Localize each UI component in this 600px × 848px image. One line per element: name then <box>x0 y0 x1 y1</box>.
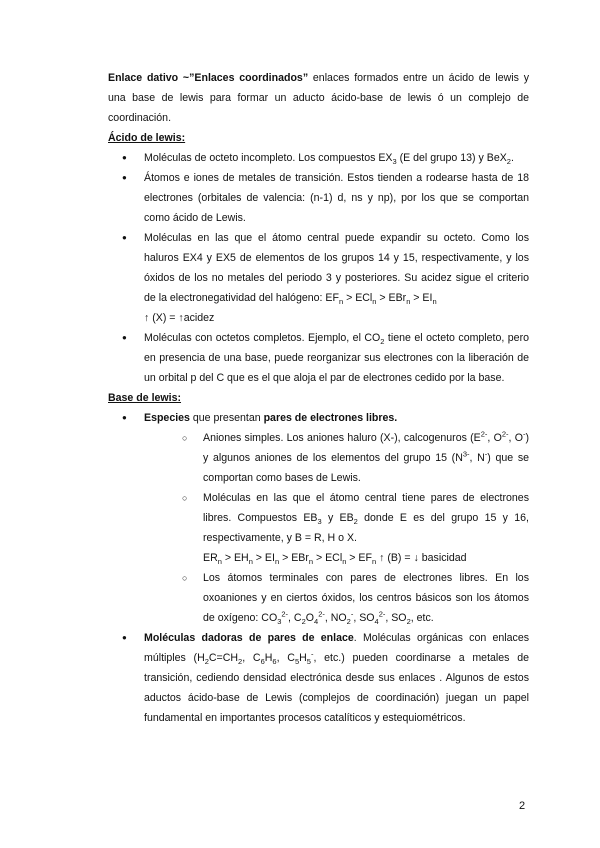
acid-item-2: ● Átomos e iones de metales de transición. Estos tienden a rodearse hasta de 18 electrones (orbitales de valencia: (n-1) d, ns y np), por los que se comportan como ácido de Lewis. <box>108 168 529 228</box>
acid-item-4: ● Moléculas con octetos completos. Ejemplo, el $CO_2$ tiene el octeto completo, pero en presencia de una base, puede reorganizar sus electrones con la liberación de un orbital p del C que es el que aloja el par de electrones cedido por la base. <box>108 328 529 388</box>
page-content <box>108 68 529 728</box>
acid-item-1: ● Moléculas de octeto incompleto. Los compuestos $EX_3$ (E del grupo 13) y BeX$_2$. <box>108 148 529 168</box>
basicity-trend: $ER_n > EH_n > EI_n > EBr_n > ECl_n > EF_n$ ↑ (B) = ↓ basicidad <box>203 552 467 567</box>
acid-heading: Ácido de lewis: <box>108 132 186 144</box>
intro-title: Enlace dativo ~”Enlaces coordinados” <box>108 72 309 84</box>
base-heading: Base de lewis: <box>108 392 182 404</box>
intro-text: enlaces formados entre un ácido de lewis y una base de lewis para formar un aducto ácido-base de lewis ó un complejo de coordinación. <box>108 72 529 124</box>
acid-item-3: ● Moléculas en las que el átomo central puede expandir su octeto. Como los haluros EX4 y EX5 de elementos de los grupos 14 y 15, respectivamente, y los óxidos de los no metales del periodo 3 y posteriores. Su acidez sigue el criterio de la electronegatividad del halógeno: $EF_n > ECl_n > EBr_n > EI_n$ ↑ (X) = ↑acidez <box>108 228 529 328</box>
acidity-trend: ↑ (X) = ↑acidez <box>144 312 215 324</box>
sub-item-lone-pair-molecules: ○ Moléculas en las que el átomo central tiene pares de electrones libres. Compuestos $EB_3$ y $EB_2$ donde E es del grupo 15 y 16, respectivamente, y B = R, H o X. $ER_n > EH_n > EI_n > EBr_n > ECl_n > EF_n$ ↑ (B) = ↓ basicidad <box>182 488 529 568</box>
base-list <box>108 408 529 728</box>
acid-list <box>108 148 529 388</box>
sub-item-simple-anions: ○ Aniones simples. Los aniones haluro (X-), calcogenuros ($E^{2-}$, $O^{2-}$, O-) y algunos aniones de los elementos del grupo 15 ($N^{3-}$, N-) que se comportan como bases de Lewis. <box>182 428 529 488</box>
intro-paragraph <box>108 68 529 128</box>
base-item-donors: ● Moléculas dadoras de pares de enlace. Moléculas orgánicas con enlaces múltiples ($H_2C=CH_2$, $C_6H_6$, $C_5H_5^-$, etc.) pueden coordinarse a metales de transición, cediendo densidad electrónica desde sus enlaces . Algunos de estos aductos ácido-base de Lewis (complejos de coordinación) juegan un papel fundamental en importantes procesos catalíticos y estequiométricos. <box>108 628 529 728</box>
base-item-species: ● Especies que presentan pares de electrones libres. ○ Aniones simples. Los aniones haluro (X-), calcogenuros ($E^{2-}$, $O^{2-}$, O-) y algunos aniones de los elementos del grupo 15 ($N^{3-}$, N-) que se comportan como bases de Lewis. ○ Moléculas en las que el átomo central tiene pares de electrones libres. Compuestos $EB_3$ y $EB_2$ donde E es del grupo 15 y 16, respectivamente, y B = R, H o X. $ER_n > EH_n > EI_n > EBr_n > ECl_n > EF_n$ ↑ (B) = ↓ basicidad ○ Los átomos terminales con pares de electrones libres. En los oxoaniones y en ciertos óxidos, los centros básicos son los átomos de oxígeno: $CO_3^{2-}$, $C_2O_4^{2-}$, $NO_2^-$, $SO_4^{2-}$, $SO_2$, etc. <box>108 408 529 628</box>
page-number: 2 <box>519 800 526 812</box>
species-sublist <box>182 428 529 628</box>
sub-item-terminal-atoms: ○ Los átomos terminales con pares de electrones libres. En los oxoaniones y en ciertos óxidos, los centros básicos son los átomos de oxígeno: $CO_3^{2-}$, $C_2O_4^{2-}$, $NO_2^-$, $SO_4^{2-}$, $SO_2$, etc. <box>182 568 529 628</box>
